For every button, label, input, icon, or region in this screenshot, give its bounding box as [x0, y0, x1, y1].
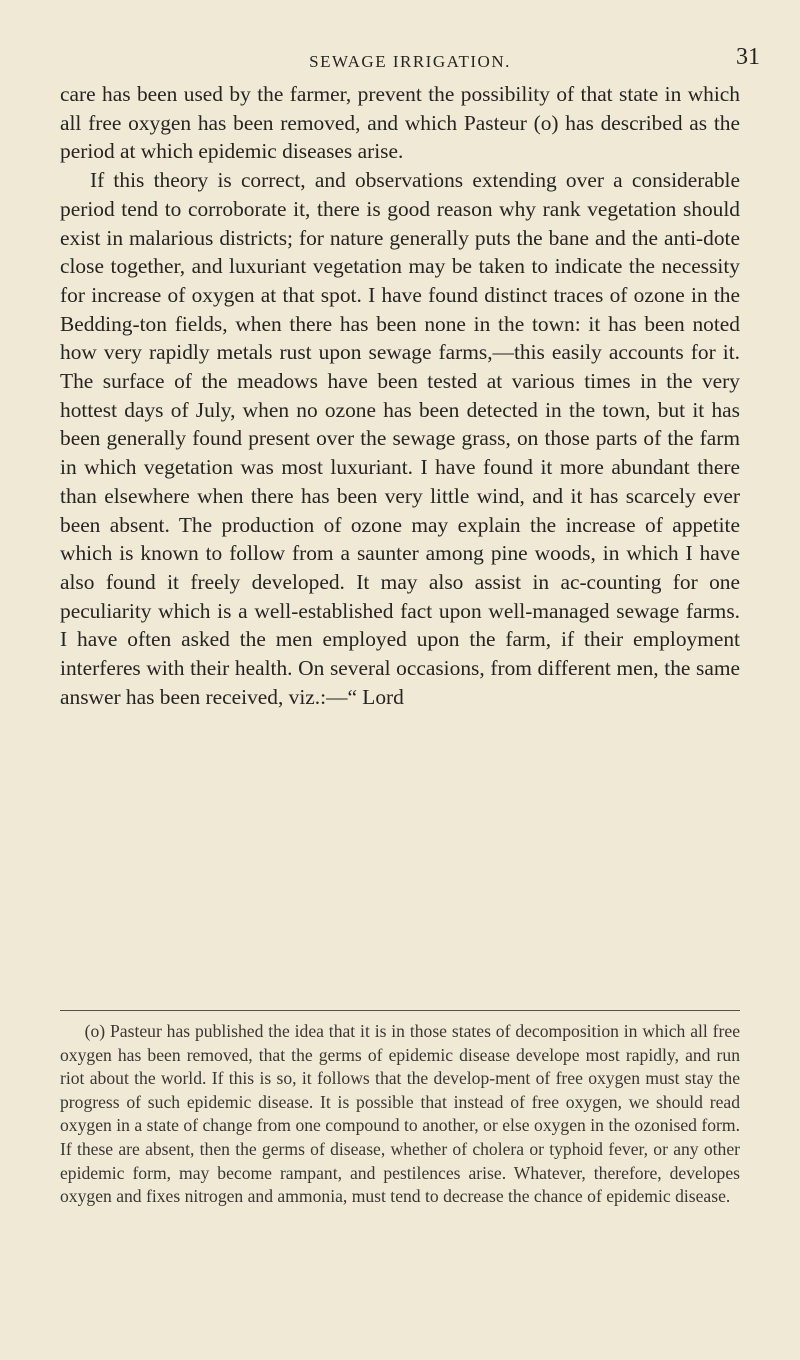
footnote: (o) Pasteur has published the idea that it is in those states of decomposition in which all free oxygen has been removed, that the germs of epidemic disease develope most rapidly, and run riot about the world. If this is so, it follows that the develop-ment of free oxygen must stay the progress of such epidemic disease. It is possible that instead of free oxygen, we should read oxygen in a state of change from one compound to another, or else oxygen in the ozonised form. If these are absent, then the germs of disease, whether of cholera or typhoid fever, or any other epidemic form, may become rampant, and pestilences arise. Whatever, therefore, developes oxygen and fixes nitrogen and ammonia, must tend to decrease the chance of epidemic disease.: [60, 1021, 740, 1207]
page-number: 31: [736, 44, 760, 70]
paragraph: care has been used by the farmer, prevent the possibility of that state in which all free oxygen has been removed, and which Pasteur (o) has described as the period at which epidemic diseases arise.: [60, 82, 740, 164]
paragraph: If this theory is correct, and observations extending over a considerable period tend to corroborate it, there is good reason why rank vegetation should exist in malarious districts; for nature generally puts the bane and the anti-dote close together, and luxuriant vegetation may be taken to indicate the necessity for increase of oxygen at that spot. I have found distinct traces of ozone in the Bedding-ton fields, when there has been none in the town: it has been noted how very rapidly metals rust upon sewage farms,—this easily accounts for it. The surface of the meadows have been tested at various times in the very hottest days of July, when no ozone has been detected in the town, but it has been generally found present over the sewage grass, on those parts of the farm in which vegetation was most luxuriant. I have found it more abundant there than elsewhere when there has been very little wind, and it has scarcely ever been absent. The production of ozone may explain the increase of appetite which is known to follow from a saunter among pine woods, in which I have also found it freely developed. It may also assist in ac-counting for one peculiarity which is a well-established fact upon well-managed sewage farms. I have often asked the men employed upon the farm, if their employment interferes with their health. On several occasions, from different men, the same answer has been received, viz.:—“ Lord: [60, 168, 740, 709]
page-header: [60, 44, 760, 74]
footnote-divider: [60, 1010, 740, 1011]
main-text: [60, 80, 740, 711]
running-head: SEWAGE IRRIGATION.: [309, 52, 511, 71]
